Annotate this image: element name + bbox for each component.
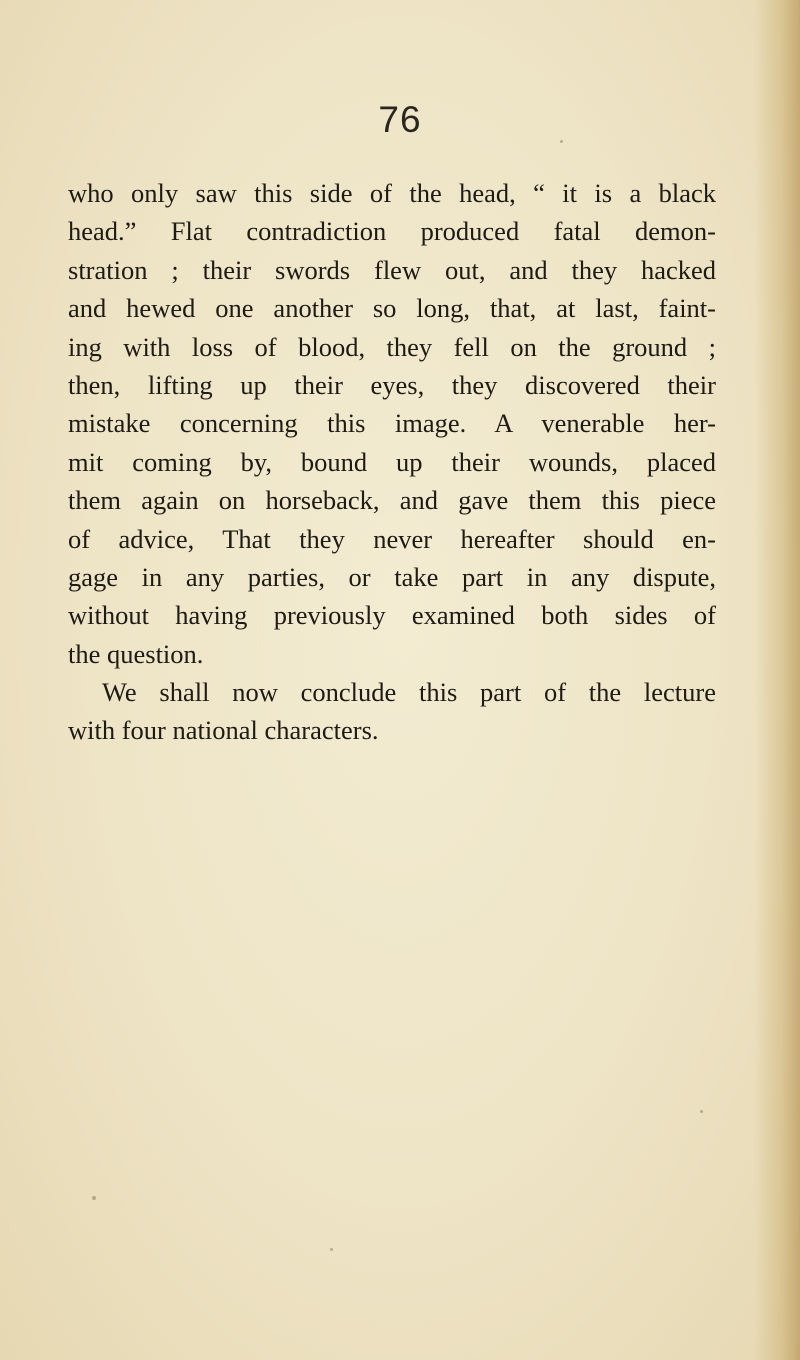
text-line: of advice, That they never hereafter should en- — [68, 523, 716, 554]
text-line: head.” Flat contradiction produced fatal demon- — [68, 216, 716, 247]
page-number: 76 — [378, 99, 422, 140]
text-line: who only saw this side of the head, “ it is a black — [68, 178, 716, 208]
text-line: without having previously examined both sides of — [68, 600, 716, 631]
paragraph-end-line: with four national characters. — [68, 715, 379, 746]
paragraph-first-line: We shall now conclude this part of the lecture — [102, 677, 716, 708]
text-line: ing with loss of blood, they fell on the ground ; — [68, 331, 716, 362]
text-line: them again on horseback, and gave them this piece — [68, 485, 716, 516]
text-line: and hewed one another so long, that, at last, faint- — [68, 293, 716, 324]
body-text — [68, 174, 716, 750]
text-line: gage in any parties, or take part in any dispute, — [68, 561, 716, 592]
text-line: then, lifting up their eyes, they discovered their — [68, 369, 716, 400]
page-edge-shading — [754, 0, 800, 1360]
text-line: mistake concerning this image. A venerable her- — [68, 408, 716, 439]
text-line: stration ; their swords flew out, and they hacked — [68, 254, 716, 285]
paper-speckle — [330, 1248, 333, 1251]
paper-speckle — [560, 140, 563, 143]
paragraph-end-line: the question. — [68, 638, 204, 669]
paper-speckle — [92, 1196, 96, 1200]
text-line: mit coming by, bound up their wounds, placed — [68, 446, 716, 477]
paper-speckle — [700, 1110, 703, 1113]
